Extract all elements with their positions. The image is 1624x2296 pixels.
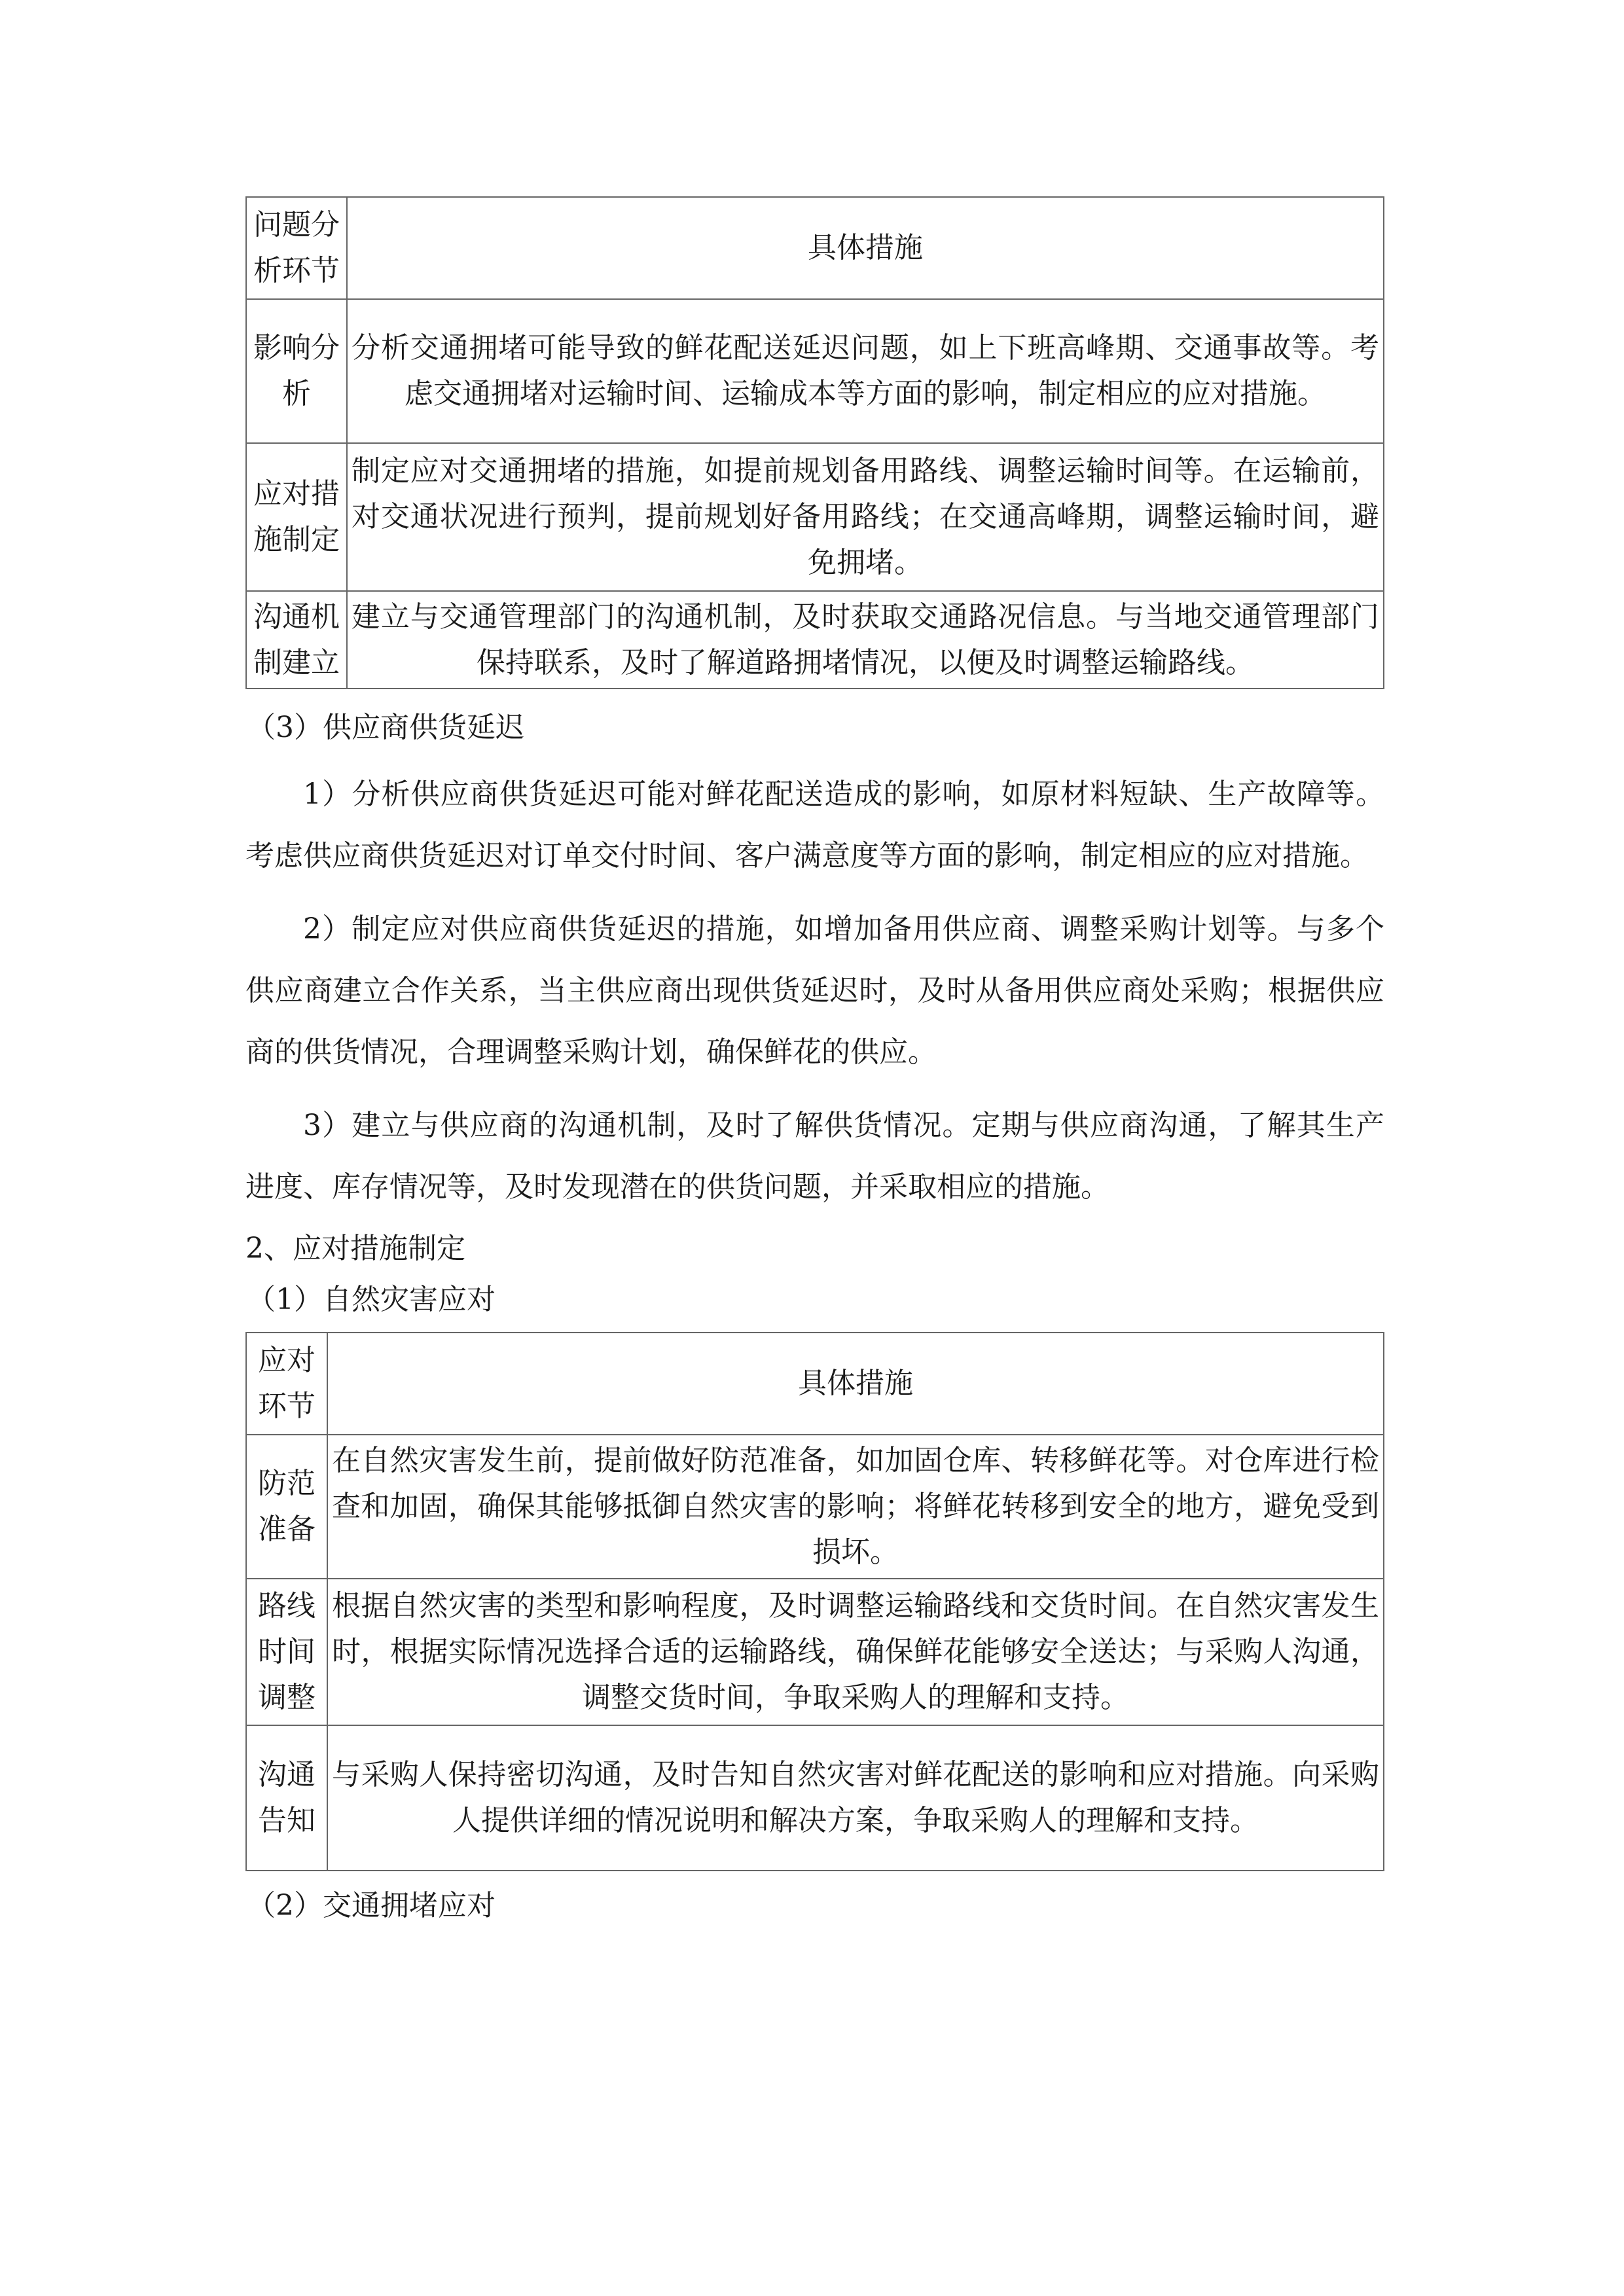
header-label-cell: 应对环节: [246, 1333, 327, 1435]
table-row: [246, 591, 1384, 689]
traffic-measures-table: [245, 196, 1384, 689]
subsection-2-title: （2）交通拥堵应对: [247, 1889, 496, 1922]
paragraph-3: 3）建立与供应商的沟通机制，及时了解供货情况。定期与供应商沟通，了解其生产进度、库存情况等，及时发现潜在的供货问题，并采取相应的措施。: [245, 1109, 1384, 1204]
table-header-row: [246, 1333, 1384, 1435]
row-content-cell: 制定应对交通拥堵的措施，如提前规划备用路线、调整运输时间等。在运输前，对交通状况进行预判，提前规划好备用路线；在交通高峰期，调整运输时间，避免拥堵。: [347, 443, 1384, 591]
table-header-row: [246, 197, 1384, 299]
paragraph-2: 2）制定应对供应商供货延迟的措施，如增加备用供应商、调整采购计划等。与多个供应商建立合作关系，当主供应商出现供货延迟时，及时从备用供应商处采购；根据供应商的供货情况，合理调整采购计划，确保鲜花的供应。: [245, 912, 1384, 1069]
header-content-cell: 具体措施: [347, 197, 1384, 299]
header-label-cell: 问题分析环节: [246, 197, 347, 299]
row-label-cell: 路线时间调整: [246, 1579, 327, 1725]
header-content-cell: 具体措施: [327, 1333, 1384, 1435]
table-row: [246, 1725, 1384, 1871]
table-row: [246, 1435, 1384, 1579]
paragraph-1: 1）分析供应商供货延迟可能对鲜花配送造成的影响，如原材料短缺、生产故障等。考虑供应商供货延迟对订单交付时间、客户满意度等方面的影响，制定相应的应对措施。: [245, 778, 1384, 872]
row-label-cell: 沟通机制建立: [246, 591, 347, 689]
table-row: [246, 443, 1384, 591]
table-row: [246, 1579, 1384, 1725]
disaster-measures-table: [245, 1332, 1384, 1871]
row-label-cell: 沟通告知: [246, 1725, 327, 1871]
subsection-1-title: （1）自然灾害应对: [247, 1283, 496, 1316]
section-3-title: （3）供应商供货延迟: [247, 711, 524, 744]
row-label-cell: 应对措施制定: [246, 443, 347, 591]
row-label-cell: 防范准备: [246, 1435, 327, 1579]
row-content-cell: 分析交通拥堵可能导致的鲜花配送延迟问题，如上下班高峰期、交通事故等。考虑交通拥堵对运输时间、运输成本等方面的影响，制定相应的应对措施。: [347, 299, 1384, 443]
row-content-cell: 在自然灾害发生前，提前做好防范准备，如加固仓库、转移鲜花等。对仓库进行检查和加固，确保其能够抵御自然灾害的影响；将鲜花转移到安全的地方，避免受到损坏。: [327, 1435, 1384, 1579]
document-page: [245, 196, 1384, 1929]
row-content-cell: 根据自然灾害的类型和影响程度，及时调整运输路线和交货时间。在自然灾害发生时，根据实际情况选择合适的运输路线，确保鲜花能够安全送达；与采购人沟通，调整交货时间，争取采购人的理解和支持。: [327, 1579, 1384, 1725]
row-content-cell: 建立与交通管理部门的沟通机制，及时获取交通路况信息。与当地交通管理部门保持联系，及时了解道路拥堵情况，以便及时调整运输路线。: [347, 591, 1384, 689]
table-row: [246, 299, 1384, 443]
row-label-cell: 影响分析: [246, 299, 347, 443]
row-content-cell: 与采购人保持密切沟通，及时告知自然灾害对鲜花配送的影响和应对措施。向采购人提供详细的情况说明和解决方案，争取采购人的理解和支持。: [327, 1725, 1384, 1871]
heading-2: 2、应对措施制定: [245, 1232, 465, 1265]
